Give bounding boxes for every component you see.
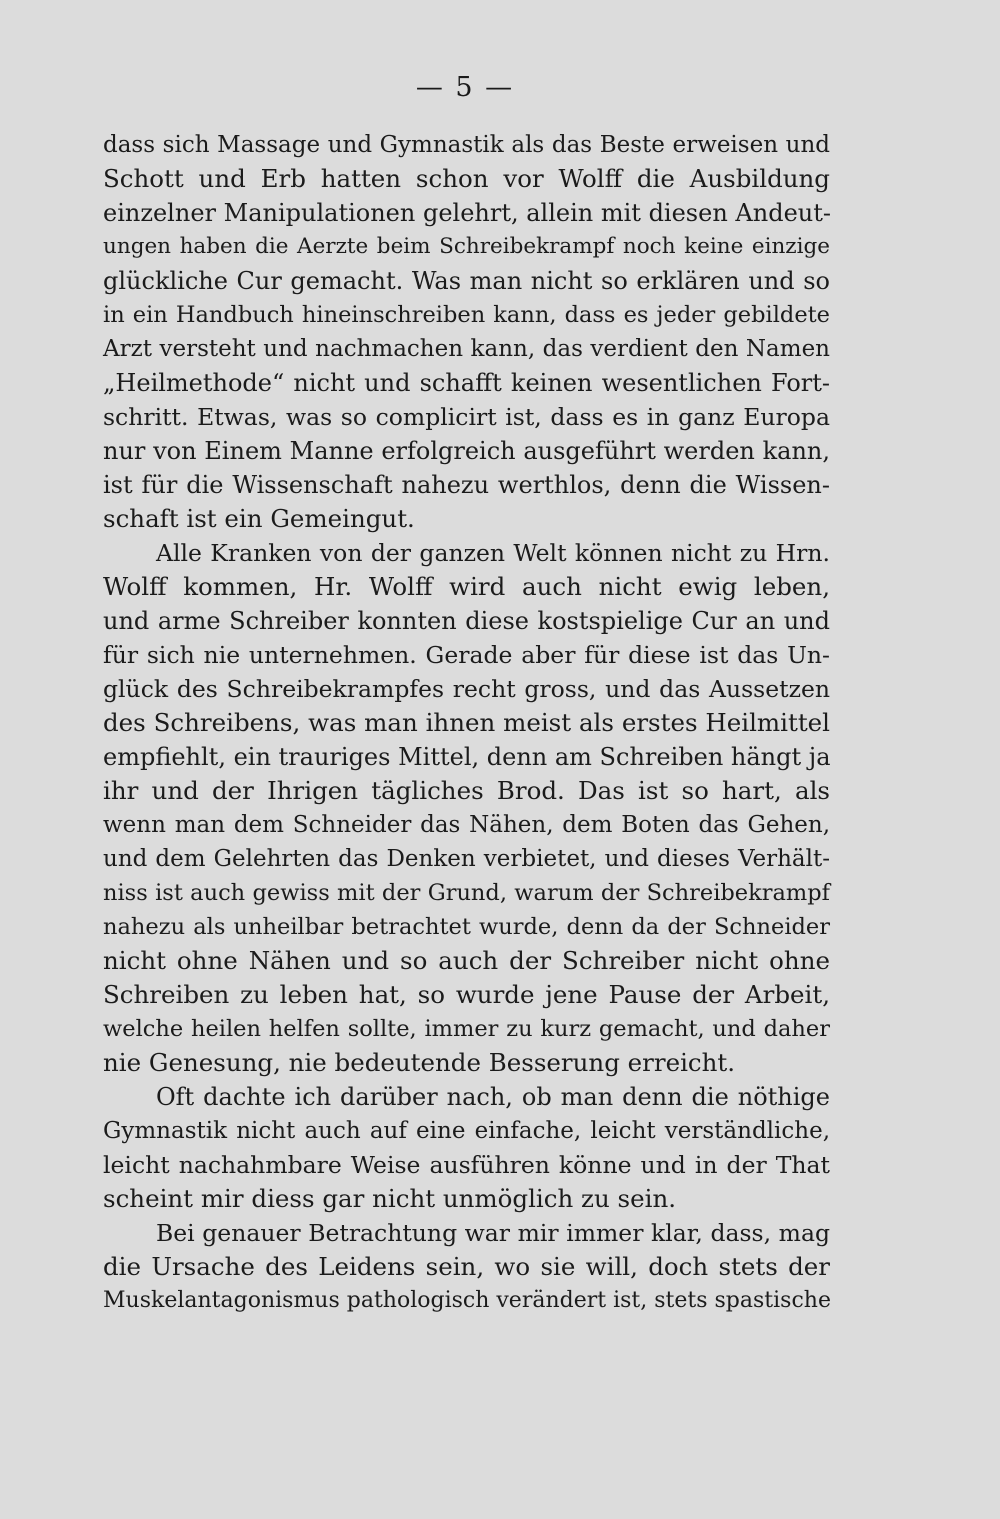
text-line: Schreiben zu leben hat, so wurde jene Pause der Arbeit, [103,980,830,1009]
text-line: Muskelantagonismus pathologisch verändert ist, stets spastische [103,1288,831,1313]
text-line: nie Genesung, nie bedeutende Besserung erreicht. [103,1048,736,1077]
text-line: Arzt versteht und nachmachen kann, das verdient den Namen [103,336,830,362]
text-line: scheint mir diess gar nicht unmöglich zu sein. [103,1184,677,1213]
text-line: in ein Handbuch hineinschreiben kann, dass es jeder gebildete [103,302,830,328]
text-line: glückliche Cur gemacht. Was man nicht so erklären und so [103,267,830,295]
text-line: schaft ist ein Gemeingut. [103,504,415,533]
text-line: und dem Gelehrten das Denken verbietet, und dieses Verhält- [103,846,830,872]
text-line: einzelner Manipulationen gelehrt, allein mit diesen Andeut- [103,199,831,227]
text-line: Gymnastik nicht auch auf eine einfache, leicht verständliche, [103,1118,830,1144]
text-line: Schott und Erb hatten schon vor Wolff die Ausbildung [103,164,830,193]
page-number: — 5 — [415,72,515,103]
text-line: für sich nie unternehmen. Gerade aber für diese ist das Un- [103,641,830,669]
text-line: schritt. Etwas, was so complicirt ist, dass es in ganz Europa [103,403,830,431]
text-line: welche heilen helfen sollte, immer zu kurz gemacht, und daher [103,1016,830,1042]
paragraph-first-line: Alle Kranken von der ganzen Welt können nicht zu Hrn. [156,539,830,567]
text-line: leicht nachahmbare Weise ausführen könne und in der That [103,1151,830,1179]
text-line: empfiehlt, ein trauriges Mittel, denn am Schreiben hängt ja [103,743,831,771]
paragraph-first-line: Oft dachte ich darüber nach, ob man denn die nöthige [156,1083,830,1111]
text-line: nur von Einem Manne erfolgreich ausgeführt werden kann, [103,437,830,465]
text-line: ungen haben die Aerzte beim Schreibekrampf noch keine einzige [103,234,830,259]
text-line: niss ist auch gewiss mit der Grund, warum der Schreibekrampf [103,880,830,906]
text-line: „Heilmethode“ nicht und schafft keinen wesentlichen Fort- [103,369,830,397]
text-line: dass sich Massage und Gymnastik als das Beste erweisen und [103,132,830,158]
text-line: ihr und der Ihrigen tägliches Brod. Das ist so hart, als [103,776,830,805]
text-line: nicht ohne Nähen und so auch der Schreiber nicht ohne [103,946,830,975]
text-line: die Ursache des Leidens sein, wo sie will, doch stets der [103,1252,830,1281]
text-line: Wolff kommen, Hr. Wolff wird auch nicht ewig leben, [103,572,830,601]
text-line: des Schreibens, was man ihnen meist als erstes Heilmittel [103,708,830,737]
paragraph-first-line: Bei genauer Betrachtung war mir immer klar, dass, mag [156,1219,830,1247]
text-line: wenn man dem Schneider das Nähen, dem Boten das Gehen, [103,812,830,838]
text-line: glück des Schreibekrampfes recht gross, und das Aussetzen [103,675,830,703]
text-line: und arme Schreiber konnten diese kostspielige Cur an und [103,607,830,635]
text-line: ist für die Wissenschaft nahezu werthlos, denn die Wissen- [103,471,830,499]
body-text [103,128,830,1318]
text-line: nahezu als unheilbar betrachtet wurde, denn da der Schneider [103,914,830,940]
